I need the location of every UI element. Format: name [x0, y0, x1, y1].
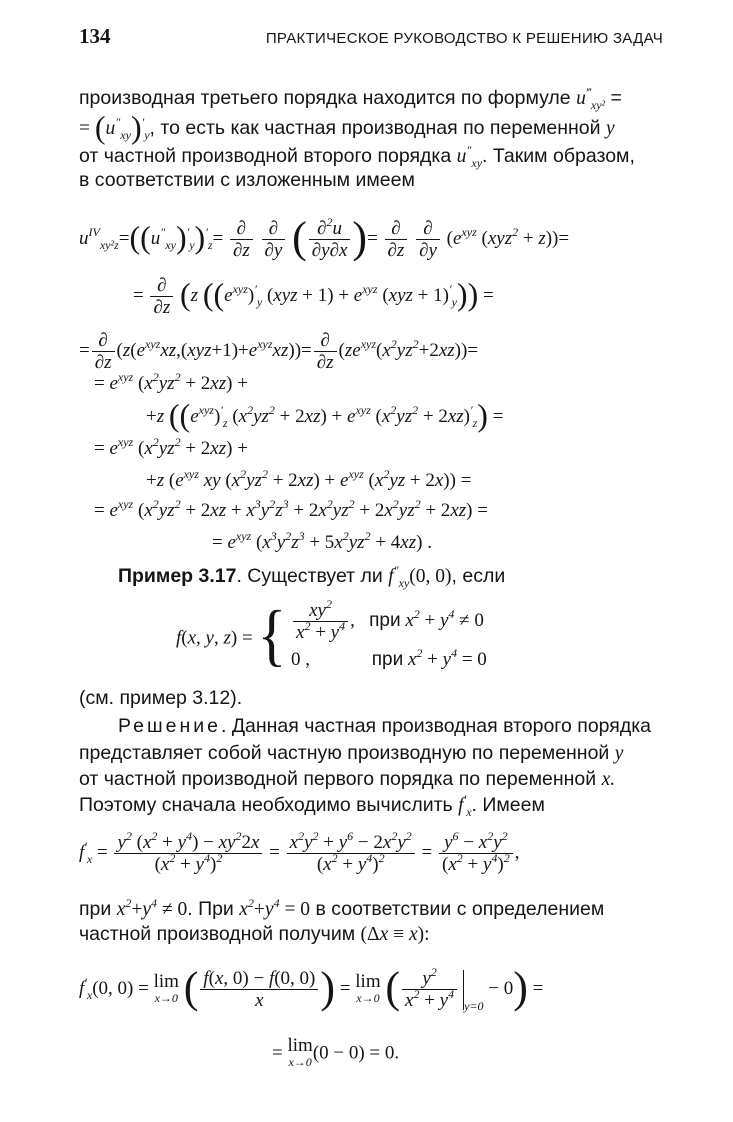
after-fraction-line-1: при $x^2+y^4 \ne 0$. При $x^2+y^4 = 0$ в соответствии с определением: [79, 896, 605, 920]
example-heading: Пример 3.17. Существует ли $f''_{xy}(0$, 0), если: [118, 563, 506, 590]
solution-line-4: Поэтому сначала необходимо вычислить $f'_x$. Имеем: [79, 792, 545, 819]
equation-line-3: = $\frac{\partial}{\partial z}$ $(z(e^{xyz}xz,(xyz+1)+e^{xyz}xz))=$ $\frac{\partial}{\partial z}$ $(ze^{xyz}(x^2yz^2+2xz))=$: [79, 330, 479, 373]
equation-line-1: $u^{IV}_{xy^2z}=((u''_{xy})'_y)'_z=$ $\frac{\partial}{\partial z}$ $\frac{\partial}{\partial y}$ ( $\frac{\partial^2u}{\partial y\partial x}$ )= $\frac{\partial}{\partial z}$ $\frac{\partial}{\partial y}$ ($e^{xyz}$ (xyz$^2$ + z))=: [79, 212, 570, 262]
equation-fx-derivative: $f'_x$ = $\frac{y^2 (x^2 + y^4) - xy^22x}{(x^2 + y^4)^2}$ = $\frac{x^2y^2 + y^6 - 2x^2y^2}{(x^2 + y^4)^2}$ = $\frac{y^6 - x^2y^2}{(x^2 + y^4)^2}$ ,: [79, 829, 520, 875]
equation-line-9: = $e^{xyz}$ $(x^3y^2z^3 + 5x^2yz^2 + 4xz)$ .: [212, 529, 432, 553]
equation-limit-2: = lim x→0 (0 − 0) = 0.: [272, 1035, 400, 1069]
intro-line-1: производная третьего порядка находится по формуле $u^‴_{xy^2}$ =: [79, 85, 622, 112]
equation-line-2: = $\frac{\partial}{\partial z}$ (z ($(e^{xyz})'_y$ $(xyz + 1) + e^{xyz}$ $(xyz + 1)'_y$)) =: [133, 275, 494, 318]
solution-line-2: представляет собой частную производную по переменной y: [79, 742, 624, 764]
intro-line-3: от частной производной второго порядка $u''_{xy}$. Таким образом,: [79, 143, 635, 170]
see-reference: (см. пример 3.12).: [79, 687, 243, 709]
page-number: 134: [79, 24, 111, 48]
intro-line-4: в соответствии с изложенным имеем: [79, 169, 415, 191]
solution-line-1: Решение. Данная частная производная второго порядка: [118, 715, 652, 737]
equation-line-5: +z ($(e^{xyz})'_z$ $(x^2yz^2 + 2xz) + e^{xyz}$ $(x^2yz^2 + 2xz)'_z$) =: [146, 397, 504, 433]
solution-label: Решение: [118, 715, 221, 737]
equation-line-7: +z ($e^{xyz}$ xy $(x^2yz^2 + 2xz) + e^{xyz}$ $(x^2yz + 2x)$) =: [146, 467, 472, 491]
equation-limit-1: $f'_x(0$, 0) = lim x→0 ( $\frac{f(x, 0) - f(0, 0)}{x}$ ) = lim x→0 ( $\frac{y^2}{x^2 + y^4}$ $_{y=0}$ − 0) =: [79, 962, 544, 1013]
piecewise-function: f(x, y, z) = { $\frac{xy^2}{x^2 + y^4}$ , при $x^2 + y^4 \ne 0$ 0 , при $x^2 + y^4 = 0$: [176, 596, 487, 673]
example-label: Пример 3.17: [118, 565, 237, 587]
equation-line-6: = $e^{xyz}$ $(x^2yz^2 + 2xz)$ +: [94, 435, 248, 459]
equation-line-4: = $e^{xyz}$ $(x^2yz^2 + 2xz)$ +: [94, 370, 248, 394]
solution-line-3: от частной производной первого порядка по переменной x.: [79, 768, 616, 790]
running-title: ПРАКТИЧЕСКОЕ РУКОВОДСТВО К РЕШЕНИЮ ЗАДАЧ: [265, 30, 663, 47]
after-fraction-line-2: частной производной получим (Δx ≡ x):: [79, 923, 430, 945]
intro-line-2: = $(u''_{xy})'_y$, то есть как частная производная по переменной y: [79, 109, 615, 145]
equation-line-8: = $e^{xyz}$ $(x^2yz^2 + 2xz + x^3y^2z^3 + 2x^2yz^2 + 2x^2yz^2 + 2xz)$ =: [94, 497, 488, 521]
